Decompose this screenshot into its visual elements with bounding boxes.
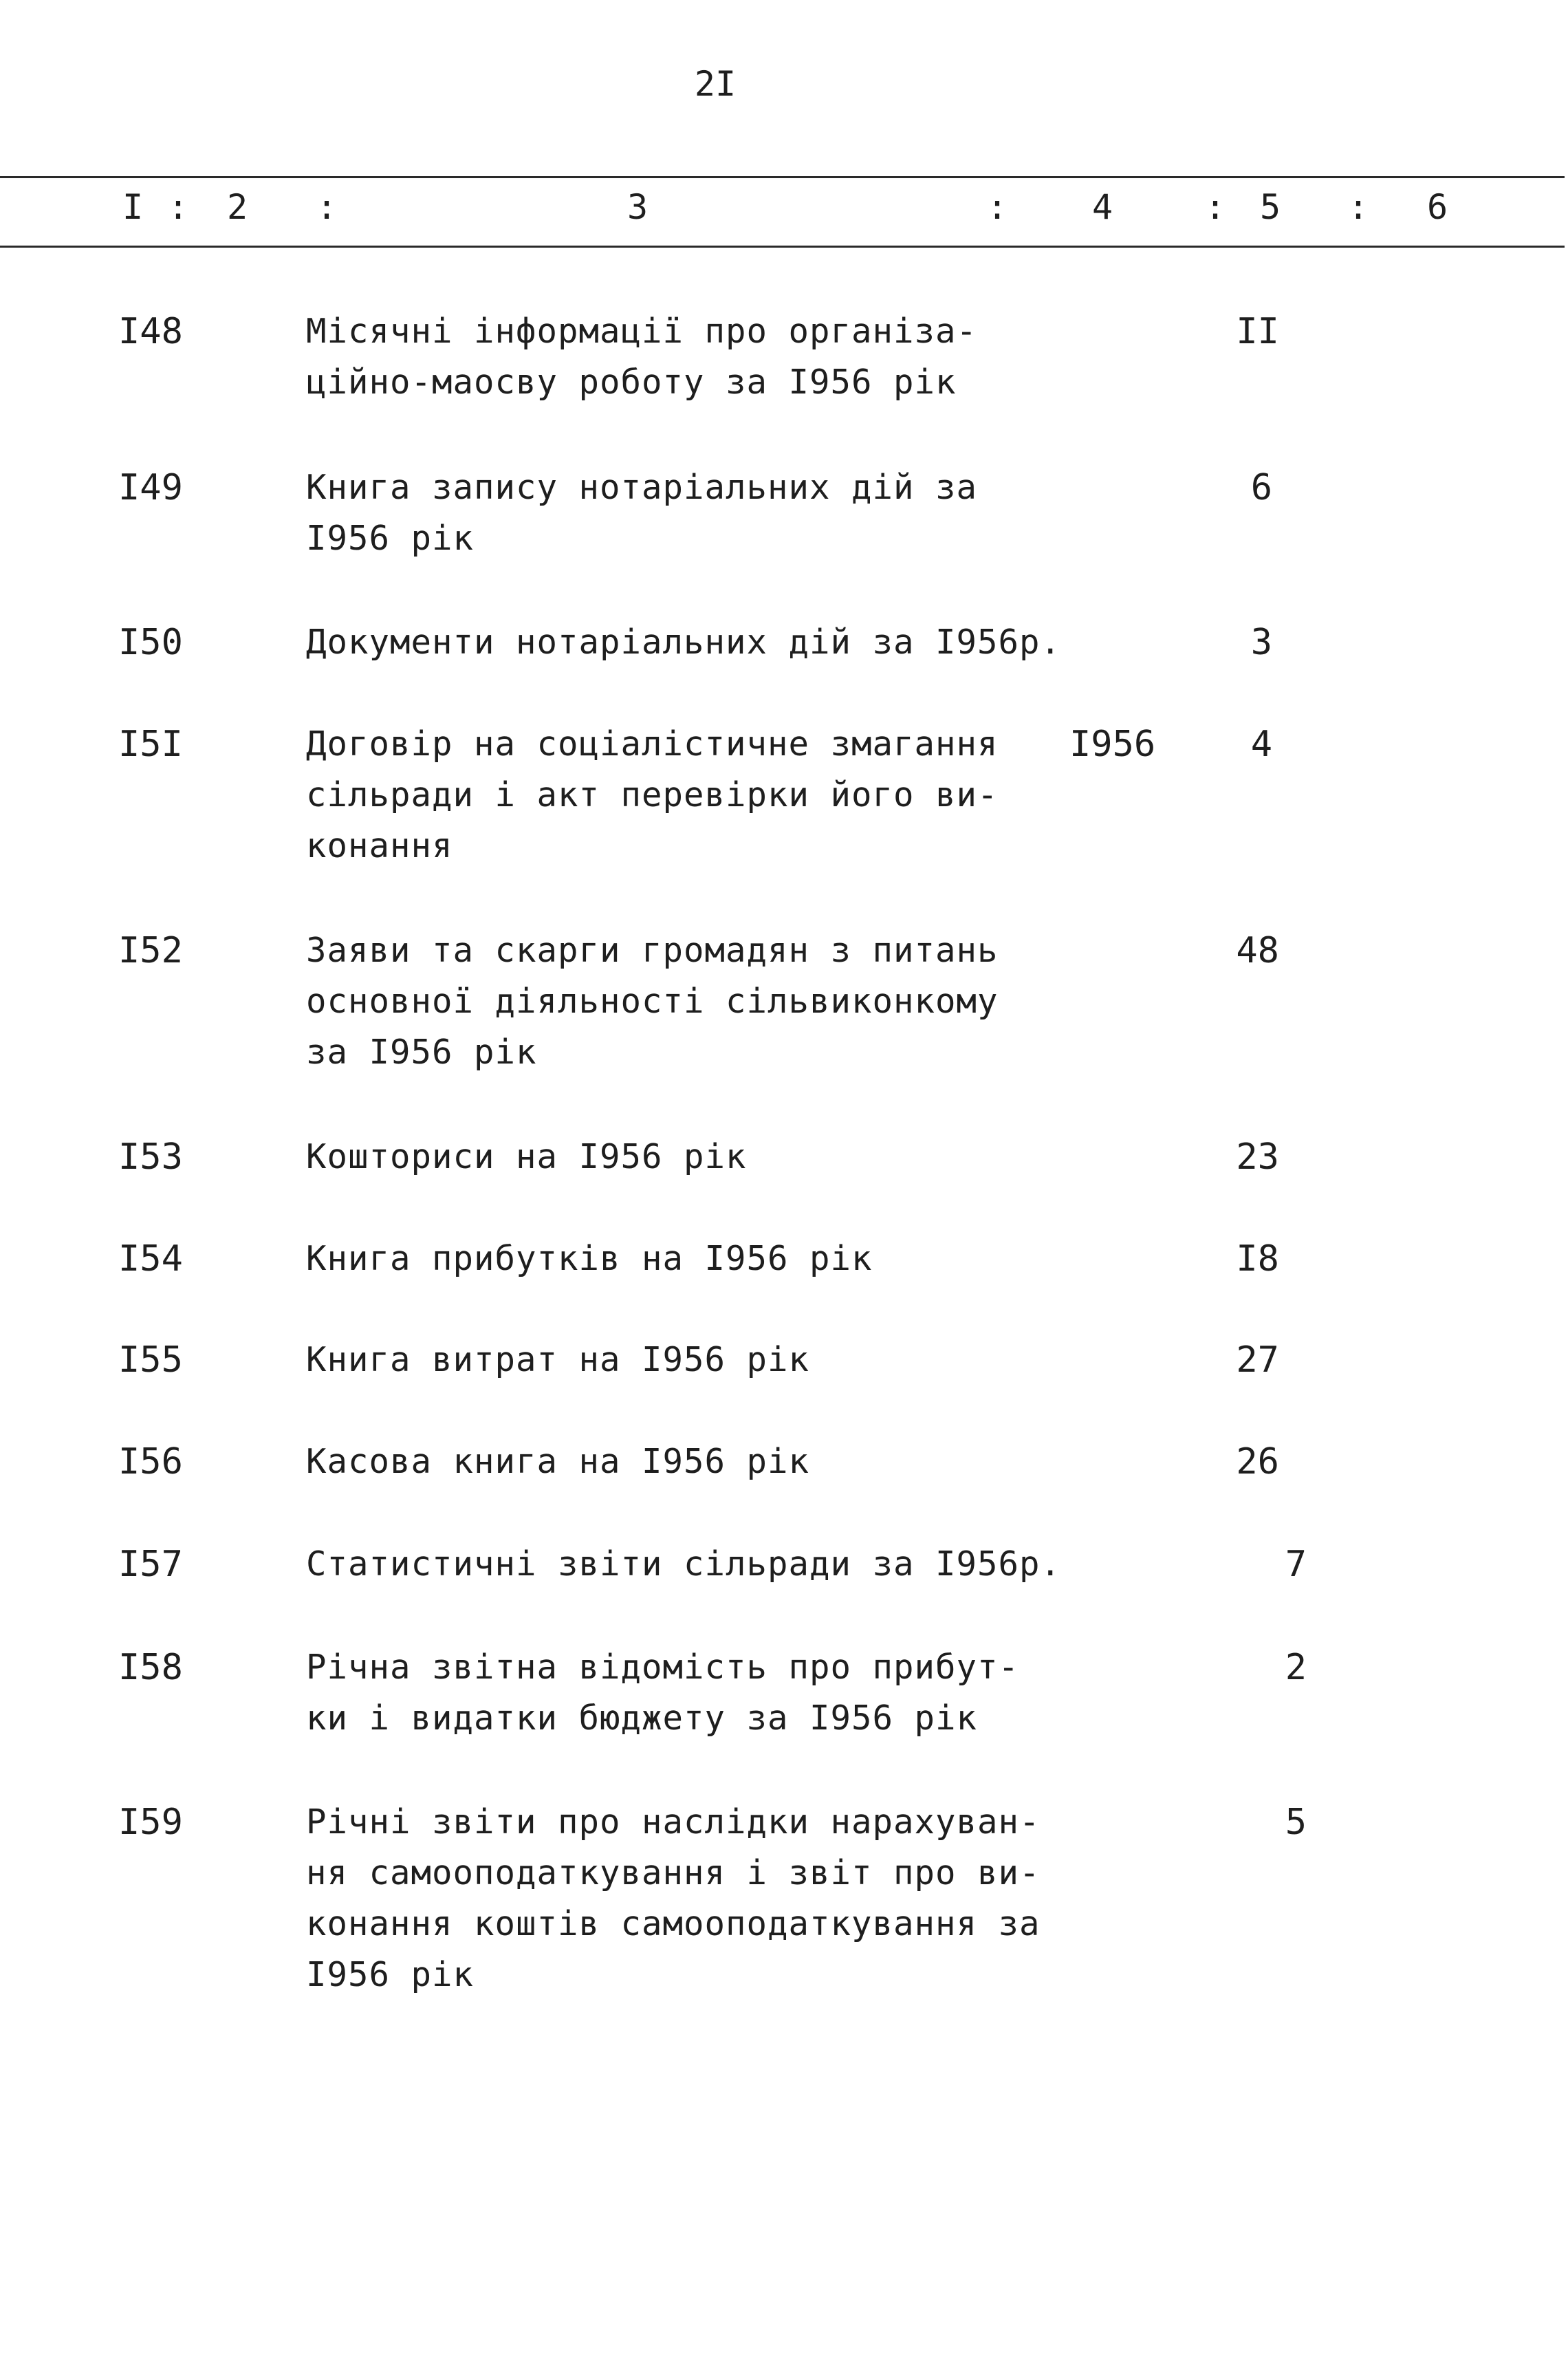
entry-title: [306, 925, 1076, 1078]
entry-number: I5I: [118, 724, 183, 765]
entry-title-line: I956 рік: [306, 1955, 475, 1994]
entry-title: [306, 1436, 1076, 1487]
entry-title-line: Договір на соціалістичне змагання: [306, 724, 999, 764]
entry-title: [306, 719, 1076, 872]
entry-sheet-count: 3: [1250, 622, 1272, 663]
header-separator: :: [1205, 187, 1226, 227]
entry-title-line: ційно-маосву роботу за I956 рік: [306, 363, 957, 402]
entry-title-line: ня самооподаткування і звіт про ви-: [306, 1853, 1041, 1892]
entry-title-line: конання: [306, 826, 453, 865]
header-separator: :: [168, 187, 189, 227]
entry-number: I48: [118, 311, 183, 352]
entry-sheet-count: 23: [1236, 1136, 1279, 1178]
entry-title-line: Заяви та скарги громадян з питань: [306, 931, 999, 970]
entry-title-line: Документи нотаріальних дій за I956р.: [306, 623, 1062, 662]
entry-sheet-count: I8: [1236, 1238, 1279, 1280]
entry-title-line: Книга витрат на I956 рік: [306, 1340, 810, 1379]
entry-number: I58: [118, 1647, 183, 1688]
entry-sheet-count: 27: [1236, 1339, 1279, 1381]
entry-sheet-count: 2: [1285, 1647, 1307, 1688]
entry-title: [306, 1233, 1076, 1284]
entry-sheet-count: 4: [1250, 724, 1272, 765]
entry-title-line: Кошториси на I956 рік: [306, 1137, 747, 1176]
entry-number: I56: [118, 1441, 183, 1482]
entry-number: I55: [118, 1339, 183, 1381]
entry-sheet-count: 6: [1250, 467, 1272, 508]
entry-title-line: сільради і акт перевірки його ви-: [306, 775, 999, 814]
header-col-3: 3: [627, 187, 649, 227]
entry-sheet-count: II: [1236, 311, 1279, 352]
header-bottom-rule: [0, 246, 1565, 248]
entry-title: [306, 462, 1076, 564]
entry-title-line: Місячні інформації про організа-: [306, 312, 978, 351]
entry-title: [306, 1132, 1076, 1183]
entry-title-line: Статистичні звіти сільради за I956р.: [306, 1544, 1062, 1584]
entry-number: I54: [118, 1238, 183, 1280]
header-col-5: 5: [1260, 187, 1281, 227]
header-top-rule: [0, 176, 1565, 178]
entry-sheet-count: 26: [1236, 1441, 1279, 1482]
entry-number: I59: [118, 1802, 183, 1843]
entry-title-line: ки і видатки бюджету за I956 рік: [306, 1698, 978, 1738]
page-number: 2I: [694, 64, 737, 104]
entry-title: [306, 1539, 1152, 1590]
entry-title-line: Річна звітна відомість про прибут-: [306, 1648, 1020, 1687]
header-col-4: 4: [1092, 187, 1113, 227]
entry-sheet-count: 7: [1285, 1544, 1307, 1585]
entry-sheet-count: 48: [1236, 930, 1279, 971]
entry-title: [306, 1797, 1076, 2000]
header-col-2: 2: [227, 187, 248, 227]
entry-dates: I956: [1069, 724, 1156, 765]
entry-title: [306, 617, 1152, 668]
header-separator: :: [987, 187, 1008, 227]
header-col-1: I: [122, 187, 144, 227]
entry-number: I57: [118, 1544, 183, 1585]
entry-title-line: основної діяльності сільвиконкому: [306, 982, 999, 1021]
entry-title-line: Касова книга на I956 рік: [306, 1442, 810, 1481]
header-separator: :: [316, 187, 338, 227]
entry-number: I49: [118, 467, 183, 508]
entry-title-line: I956 рік: [306, 519, 475, 558]
entry-title-line: Книга запису нотаріальних дій за: [306, 468, 978, 507]
entry-number: I50: [118, 622, 183, 663]
entry-title-line: конання коштів самооподаткування за: [306, 1904, 1041, 1943]
entry-title-line: Книга прибутків на I956 рік: [306, 1239, 873, 1278]
header-separator: :: [1348, 187, 1369, 227]
header-col-6: 6: [1427, 187, 1448, 227]
entry-title: [306, 1642, 1076, 1744]
entry-sheet-count: 5: [1285, 1802, 1307, 1843]
entry-title: [306, 306, 1076, 408]
entry-title-line: за I956 рік: [306, 1033, 537, 1072]
entry-number: I52: [118, 930, 183, 971]
entry-title-line: Річні звіти про наслідки нарахуван-: [306, 1802, 1041, 1842]
entry-title: [306, 1335, 1076, 1385]
entry-number: I53: [118, 1136, 183, 1178]
